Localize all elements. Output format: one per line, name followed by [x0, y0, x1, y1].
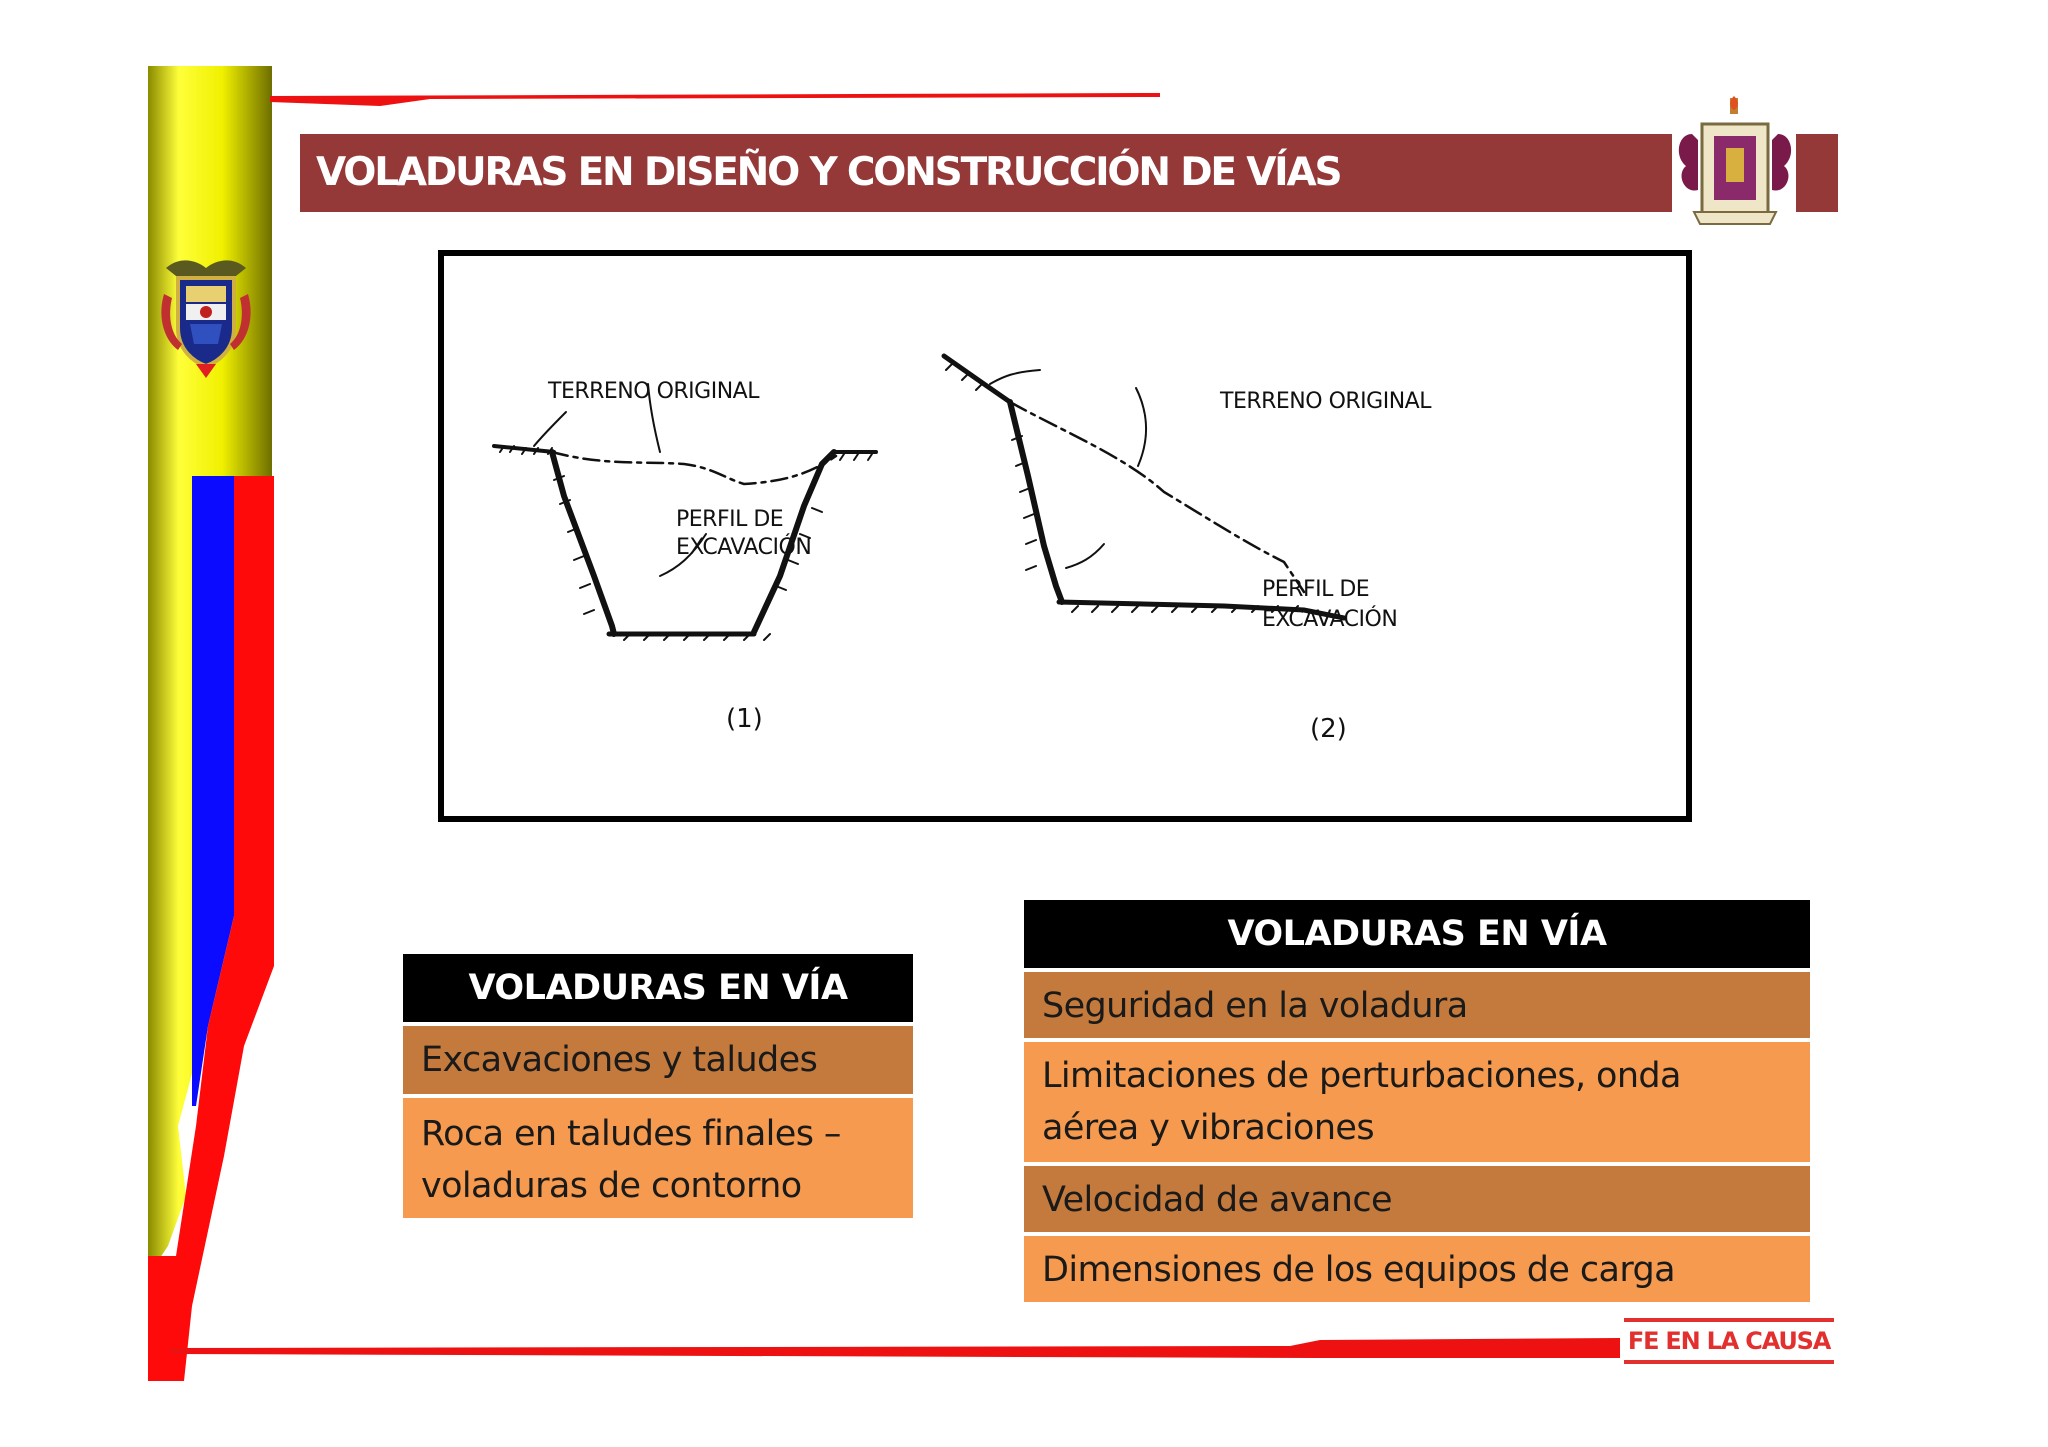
diagram-1-profile-label-1: PERFIL DE: [676, 507, 784, 532]
diagram-1-terrain-label: TERRENO ORIGINAL: [548, 379, 759, 404]
diagram-1-profile-label-2: EXCAVACIÓN: [676, 535, 812, 560]
table-right-row-text: Dimensiones de los equipos de carga: [1042, 1250, 1675, 1290]
slide-title: VOLADURAS EN DISEÑO Y CONSTRUCCIÓN DE VÍAS: [316, 150, 1341, 195]
table-left-row-text: Roca en taludes finales –: [421, 1114, 841, 1154]
bottom-red-rule: [170, 1336, 1620, 1360]
university-crest-icon: [1672, 94, 1798, 230]
diagram-2-profile-label-2: EXCAVACIÓN: [1262, 607, 1398, 632]
voladuras-en-via-table-right: [1024, 900, 1810, 1302]
table-right-row: [1024, 968, 1810, 1038]
diagram-2-number: (2): [1310, 714, 1347, 744]
table-left-row: [403, 1094, 913, 1218]
excavation-profiles-drawing: [444, 256, 1686, 816]
excavation-profiles-figure: [438, 250, 1692, 822]
table-right-row: [1024, 1038, 1810, 1162]
table-right-header: VOLADURAS EN VÍA: [1024, 900, 1810, 968]
table-right-row: [1024, 1232, 1810, 1302]
table-right-row-text: aérea y vibraciones: [1042, 1108, 1374, 1148]
diagram-2-terrain-label: TERRENO ORIGINAL: [1220, 389, 1431, 414]
title-banner-end: [1796, 134, 1838, 212]
fe-en-la-causa-text: FE EN LA CAUSA: [1627, 1327, 1831, 1355]
voladuras-en-via-table-left: [403, 954, 913, 1218]
colombia-coat-of-arms-icon: [156, 254, 256, 378]
diagram-2-profile-label-1: PERFIL DE: [1262, 577, 1370, 602]
table-right-row-text: Velocidad de avance: [1042, 1180, 1392, 1220]
table-left-row-text: voladuras de contorno: [421, 1166, 802, 1206]
table-right-row-text: Seguridad en la voladura: [1042, 986, 1468, 1026]
top-red-rule: [270, 90, 1160, 106]
table-right-row: [1024, 1162, 1810, 1232]
table-right-row-text: Limitaciones de perturbaciones, onda: [1042, 1056, 1681, 1096]
table-left-row: [403, 1022, 913, 1094]
table-left-row-text: Excavaciones y taludes: [421, 1040, 818, 1080]
table-left-header: VOLADURAS EN VÍA: [403, 954, 913, 1022]
diagram-1-number: (1): [726, 704, 763, 734]
